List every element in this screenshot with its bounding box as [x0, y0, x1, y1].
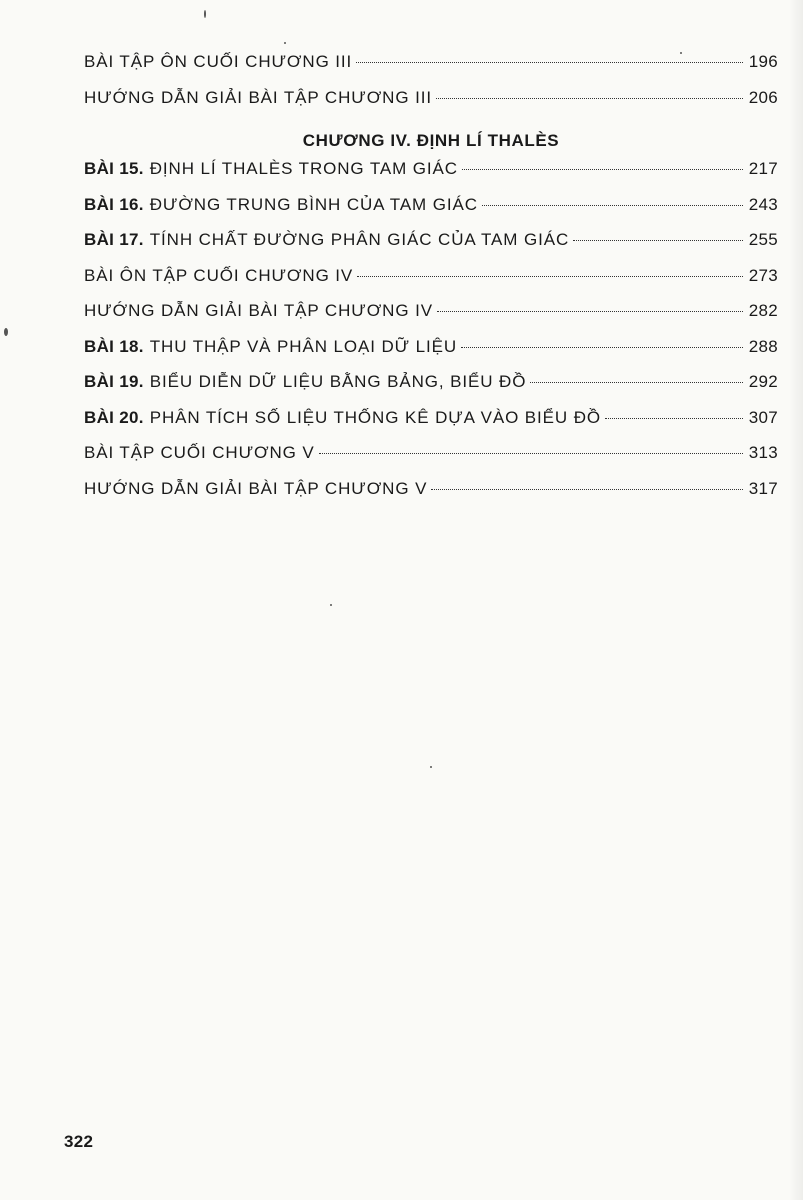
- lesson-number: BÀI 19.: [84, 372, 144, 391]
- toc-entry[interactable]: [84, 408, 778, 444]
- toc-entry-title: PHÂN TÍCH SỐ LIỆU THỐNG KÊ DỰA VÀO BIỂU ĐỒ: [149, 407, 602, 427]
- dot-leader: [437, 311, 743, 312]
- lesson-number: BÀI 16.: [84, 194, 144, 214]
- dot-leader: [431, 489, 742, 490]
- toc-entry[interactable]: [84, 479, 778, 515]
- toc-entry-title: BÀI TẬP CUỐI CHƯƠNG V: [84, 443, 315, 462]
- lesson-number: BÀI 18.: [84, 336, 144, 356]
- chapter-heading: CHƯƠNG IV. ĐỊNH LÍ THALÈS: [302, 131, 560, 150]
- toc-entry[interactable]: [84, 230, 778, 266]
- toc-entry-page: 313: [748, 443, 778, 462]
- toc-entry-title: BÀI ÔN TẬP CUỐI CHƯƠNG IV: [84, 265, 354, 285]
- table-of-contents: [84, 52, 778, 514]
- toc-entry[interactable]: [84, 159, 778, 195]
- scan-speck: [204, 10, 206, 18]
- toc-entry-title: TÍNH CHẤT ĐƯỜNG PHÂN GIÁC CỦA TAM GIÁC: [149, 230, 570, 249]
- dot-leader: [436, 98, 743, 99]
- toc-entry[interactable]: [84, 52, 778, 88]
- toc-entry-title: THU THẬP VÀ PHÂN LOẠI DỮ LIỆU: [149, 336, 458, 356]
- toc-entry-page: 292: [748, 372, 778, 391]
- toc-entry-title: HƯỚNG DẪN GIẢI BÀI TẬP CHƯƠNG V: [84, 478, 428, 498]
- dot-leader: [573, 240, 743, 241]
- dot-leader: [357, 276, 743, 277]
- scan-speck: [330, 604, 332, 606]
- toc-entry[interactable]: [84, 337, 778, 373]
- toc-entry-title: ĐỊNH LÍ THALÈS TRONG TAM GIÁC: [149, 159, 458, 178]
- toc-entry[interactable]: [84, 88, 778, 124]
- toc-entry-page: 282: [748, 301, 778, 320]
- dot-leader: [530, 382, 742, 383]
- toc-entry[interactable]: [84, 195, 778, 231]
- scan-speck: [430, 766, 432, 768]
- toc-entry-page: 288: [748, 336, 778, 356]
- page-edge-shadow: [789, 0, 803, 1200]
- toc-entry[interactable]: [84, 301, 778, 337]
- toc-entry[interactable]: [84, 372, 778, 408]
- dot-leader: [605, 418, 743, 419]
- dot-leader: [482, 205, 743, 206]
- toc-entry-title: HƯỚNG DẪN GIẢI BÀI TẬP CHƯƠNG III: [84, 87, 432, 107]
- dot-leader: [461, 347, 743, 348]
- toc-entry-page: 196: [748, 52, 778, 71]
- toc-entry-page: 255: [748, 230, 778, 249]
- toc-entry-page: 317: [748, 478, 778, 498]
- dot-leader: [356, 62, 743, 63]
- scan-speck: [284, 42, 286, 44]
- lesson-number: BÀI 17.: [84, 230, 144, 249]
- scan-speck: [4, 328, 8, 336]
- toc-entry-title: HƯỚNG DẪN GIẢI BÀI TẬP CHƯƠNG IV: [84, 301, 433, 320]
- toc-entry-page: 307: [748, 407, 778, 427]
- toc-entry-title: BÀI TẬP ÔN CUỐI CHƯƠNG III: [84, 52, 353, 71]
- lesson-number: BÀI 15.: [84, 159, 144, 178]
- toc-entry[interactable]: [84, 443, 778, 479]
- toc-entry[interactable]: [84, 266, 778, 302]
- toc-entry-title: BIỂU DIỄN DỮ LIỆU BẰNG BẢNG, BIỂU ĐỒ: [149, 372, 527, 391]
- toc-entry-page: 273: [748, 265, 778, 285]
- dot-leader: [319, 453, 743, 454]
- toc-entry-title: ĐƯỜNG TRUNG BÌNH CỦA TAM GIÁC: [149, 194, 478, 214]
- toc-entry-page: 243: [748, 194, 778, 214]
- toc-entry-page: 217: [748, 159, 778, 178]
- footer-page-number: 322: [64, 1132, 94, 1151]
- toc-entry-page: 206: [748, 87, 778, 107]
- dot-leader: [462, 169, 743, 170]
- lesson-number: BÀI 20.: [84, 407, 144, 427]
